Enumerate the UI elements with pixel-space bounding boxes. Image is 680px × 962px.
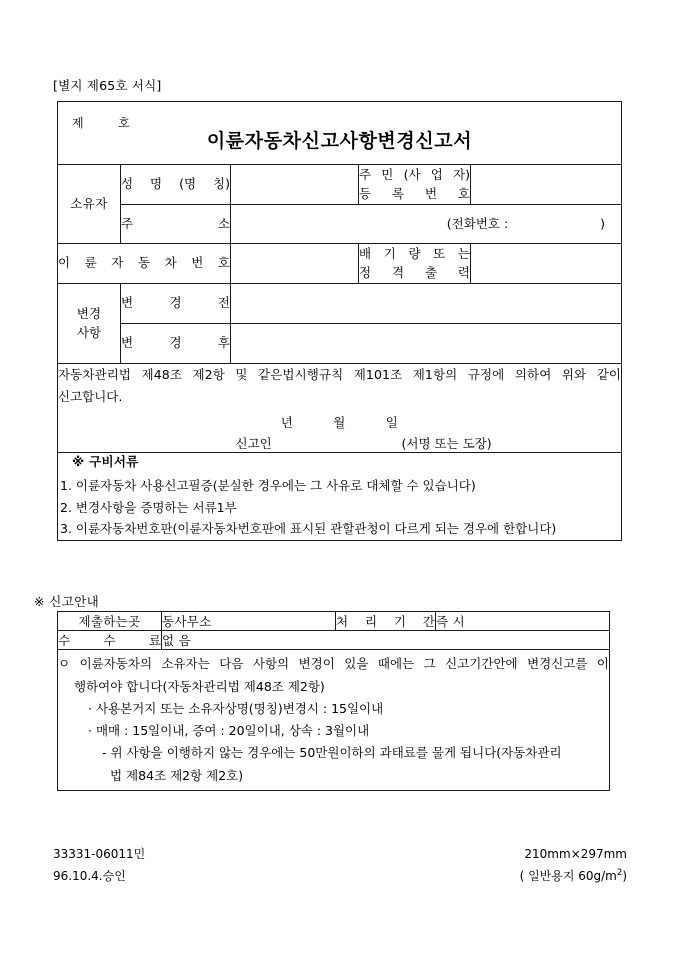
required-document-item: 3. 이륜자동차번호판(이륜자동차번호판에 표시된 관할관청이 다르게 되는 경우에 한합니다) (60, 521, 557, 536)
guide-line-1 (58, 653, 609, 675)
guide-cell (58, 650, 610, 791)
processing-time-value: 즉 시 (436, 612, 610, 631)
vehicle-number-value[interactable] (231, 244, 359, 284)
change-after-row (58, 324, 622, 364)
footer-paper-spec-suffix: ) (622, 869, 627, 884)
fee-label: 수 수 료 (58, 631, 162, 650)
owner-label: 소유자 (58, 165, 121, 244)
required-document-item: 2. 변경사항을 증명하는 서류1부 (60, 499, 237, 515)
owner-address-label: 주 소 (121, 205, 231, 244)
guide-line-1-text: 이륜자동차의 소유자는 다음 사항의 변경이 있을 때에는 그 신고기간안에 변경신고를 이 (79, 656, 609, 672)
change-section-label (58, 284, 121, 364)
footer-paper-spec-superscript: 2 (616, 868, 623, 879)
displacement-value[interactable] (471, 244, 622, 284)
form-id-label: [별지 제65호 서식] (53, 78, 162, 93)
notice-table (57, 611, 610, 791)
required-documents-heading: ※ 구비서류 (72, 453, 139, 469)
owner-name-row (58, 165, 622, 205)
notice-row-submit (58, 612, 610, 631)
owner-address-value[interactable] (231, 205, 622, 244)
phone-number-close-paren: ) (600, 215, 606, 231)
notice-heading: ※ 신고안내 (34, 594, 100, 609)
declarant-label: 신고인 (235, 435, 272, 451)
submit-place-label: 제출하는곳 (58, 612, 162, 631)
required-document-item: 1. 이륜자동차 사용신고필증(분실한 경우에는 그 사유로 대체할 수 있습니다) (60, 478, 476, 493)
signature-note[interactable]: (서명 또는 도장) (401, 435, 492, 451)
registration-number-label-line2: 등 록 번 호 (359, 185, 470, 201)
notice-row-guide (58, 650, 610, 791)
change-after-label: 변 경 후 (121, 324, 231, 364)
footer-right (520, 843, 627, 887)
registration-number-label (359, 165, 471, 205)
footer-document-code: 33331-06011민 (53, 847, 146, 861)
guide-sub-line-1: · 사용본거지 또는 소유자상명(명칭)변경시 : 15일이내 (88, 700, 384, 716)
displacement-label (359, 244, 471, 284)
change-section-label-line1: 변경 (76, 306, 102, 322)
change-before-label: 변 경 전 (121, 284, 231, 324)
statement-cell (58, 364, 622, 453)
statement-line-1: 자동차관리법 제48조 제2항 및 같은법시행규칙 제101조 제1항의 규정에 의하여 위와 같이 (58, 367, 622, 382)
change-before-row (58, 284, 622, 324)
phone-number-field[interactable] (447, 215, 605, 233)
page-title: 이륜자동차신고사항변경신고서 (206, 130, 473, 152)
document-number-prefix: 제 (72, 116, 85, 130)
owner-name-label: 성 명 (명 칭) (121, 165, 231, 205)
title-row (58, 102, 622, 165)
registration-number-value[interactable] (471, 165, 622, 205)
phone-number-label: (전화번호 : (446, 215, 509, 231)
vehicle-number-label: 이 륜 자 동 차 번 호 (58, 244, 231, 284)
signature-line (58, 435, 621, 452)
footer-left (53, 843, 145, 887)
required-documents-cell (58, 452, 622, 540)
notice-row-fee (58, 631, 610, 650)
displacement-label-line2: 정 격 출 력 (359, 264, 470, 280)
statement-row (58, 364, 622, 453)
change-before-value[interactable] (231, 284, 622, 324)
date-day-label: 일 (385, 414, 399, 430)
vehicle-number-row (58, 244, 622, 284)
footer-paper-size: 210mm×297mm (524, 847, 627, 861)
statement-line-2: 신고합니다. (58, 388, 123, 404)
guide-sub-line-2: · 매매 : 15일이내, 증여 : 20일이내, 상속 : 3월이내 (88, 723, 370, 738)
required-documents-row (58, 452, 622, 540)
date-year-label: 년 (280, 414, 294, 430)
main-form-table (57, 101, 622, 541)
guide-line-2: 행하여야 합니다(자동차관리법 제48조 제2항) (74, 678, 325, 694)
date-month-label: 월 (333, 414, 346, 430)
guide-dash-line-2: 법 제84조 제2항 제2호) (110, 767, 244, 783)
footer-paper-spec (520, 865, 627, 887)
change-after-value[interactable] (231, 324, 622, 364)
registration-number-label-line1: 주 민 (사 업 자) (359, 167, 470, 183)
owner-name-value[interactable] (231, 165, 359, 205)
fee-value: 없 음 (162, 631, 610, 650)
processing-time-label: 처 리 기 간 (336, 612, 436, 631)
footer-approval-date: 96.10.4.승인 (53, 869, 126, 884)
footer-paper-spec-prefix: ( 일반용지 60g/m (519, 869, 617, 884)
change-section-label-line2: 사항 (76, 324, 102, 340)
date-line[interactable] (58, 414, 621, 432)
document-number-suffix: 호 (118, 116, 131, 130)
guide-bullet-icon: ㅇ (58, 656, 71, 672)
title-cell (58, 102, 622, 165)
submit-place-value: 동사무소 (162, 612, 336, 631)
guide-dash-line-1: - 위 사항을 이행하지 않는 경우에는 50만원이하의 과태료를 물게 됩니다(자동차관리 (102, 745, 562, 761)
displacement-label-line1: 배 기 량 또 는 (359, 246, 470, 262)
owner-address-row (58, 205, 622, 244)
